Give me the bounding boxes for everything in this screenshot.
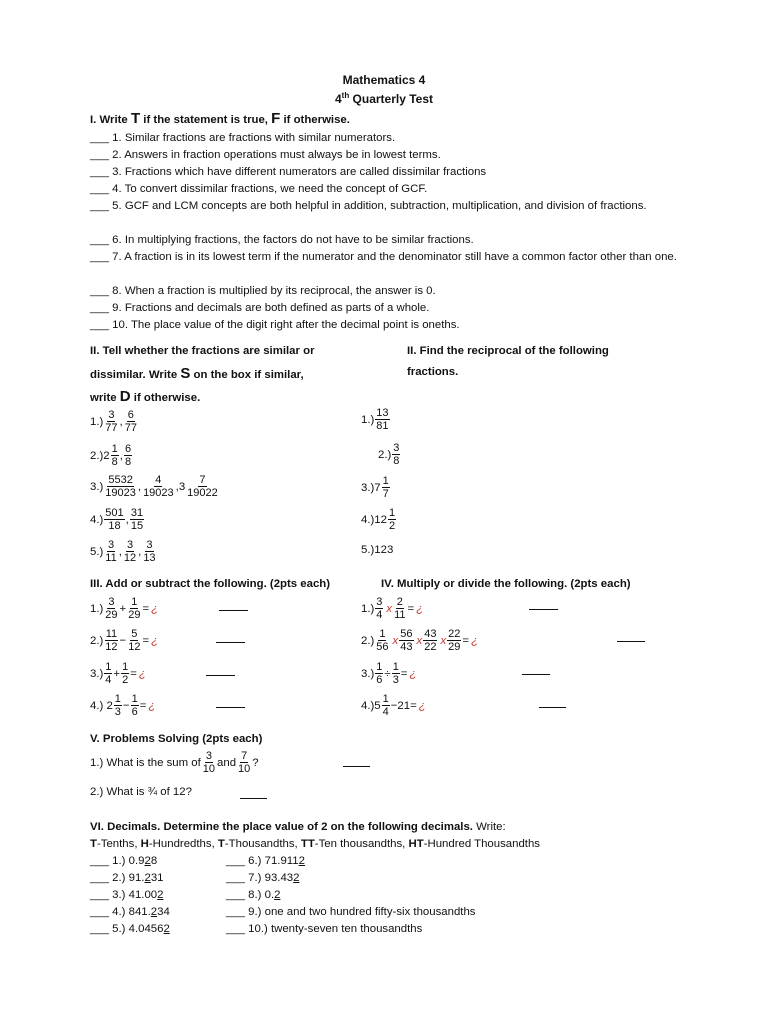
reciprocal-item-2: 2.) $\frac{3}{8}$ — [378, 442, 400, 467]
decimal-item-2: ___ 2.) 91.231 — [90, 872, 164, 884]
tf-item-9: ___ 9. Fractions and decimals are both defined as parts of a whole. — [90, 302, 430, 314]
decimal-item-10: ___ 10.) twenty-seven ten thousandths — [226, 923, 423, 935]
add-item-1: 1.) $\frac{3}{29}$ + $\frac{1}{29}$ = ¿ — [90, 596, 159, 621]
answer-blank[interactable] — [343, 765, 370, 767]
tf-item-1: ___ 1. Similar fractions are fractions with similar numerators. — [90, 132, 396, 144]
part1-heading: I. Write T if the statement is true, F if otherwise. — [90, 110, 350, 127]
decimal-item-6: ___ 6.) 71.9112 — [226, 855, 305, 867]
page-subtitle: 4th Quarterly Test — [334, 91, 434, 106]
problem-2: 2.) What is ¾ of 12? — [90, 786, 192, 798]
answer-blank[interactable] — [539, 706, 566, 708]
part2-left-heading-3: write D if otherwise. — [90, 388, 201, 405]
part2-left-heading-1: II. Tell whether the fractions are similar or — [90, 345, 315, 357]
answer-blank[interactable] — [617, 640, 645, 642]
part2-right-heading-1: II. Find the reciprocal of the following — [407, 345, 609, 357]
decimal-item-5: ___ 5.) 4.04562 — [90, 923, 170, 935]
add-item-3: 3.) $\frac{1}{4}$ + $\frac{1}{2}$ = ¿ — [90, 661, 146, 686]
add-item-4: 4.) 2 $\frac{1}{3}$ − $\frac{1}{6}$ = ¿ — [90, 693, 156, 718]
part4-heading: IV. Multiply or divide the following. (2pts each) — [381, 578, 631, 590]
part2-right-heading-2: fractions. — [407, 366, 459, 378]
reciprocal-item-1: 1.) $\frac{13}{81}$ — [361, 407, 389, 432]
reciprocal-item-5: 5.)123 — [361, 544, 394, 556]
answer-blank[interactable] — [216, 641, 245, 643]
reciprocal-item-3: 3.)7 $\frac{1}{7}$ — [361, 475, 389, 500]
answer-blank[interactable] — [240, 797, 267, 799]
similar-item-2: 2.)2 $\frac{1}{8}$ , $\frac{6}{8}$ — [90, 443, 132, 468]
reciprocal-item-4: 4.)12 $\frac{1}{2}$ — [361, 507, 396, 532]
tf-item-10: ___ 10. The place value of the digit right after the decimal point is oneths. — [90, 319, 460, 331]
tf-item-8: ___ 8. When a fraction is multiplied by its reciprocal, the answer is 0. — [90, 285, 436, 297]
tf-item-2: ___ 2. Answers in fraction operations must always be in lowest terms. — [90, 149, 441, 161]
multiply-item-3: 3.) $\frac{1}{6}$ ÷ $\frac{1}{3}$ = ¿ — [361, 661, 417, 686]
multiply-item-1: 1.) $\frac{3}{4}$ x $\frac{2}{11}$ = ¿ — [361, 596, 424, 621]
answer-blank[interactable] — [216, 706, 245, 708]
answer-blank[interactable] — [529, 608, 558, 610]
multiply-item-4: 4.)5 $\frac{1}{4}$ −21 = ¿ — [361, 693, 426, 718]
problem-1: 1.) What is the sum of $\frac{3}{10}$ and $\frac{7}{10}$ ? — [90, 750, 259, 775]
part5-heading: V. Problems Solving (2pts each) — [90, 733, 263, 745]
answer-blank[interactable] — [206, 674, 235, 676]
decimal-item-8: ___ 8.) 0.2 — [226, 889, 281, 901]
similar-item-3: 3.) $\frac{5532}{19023}$ , $\frac{4}{19023}$ , 3 $\frac{7}{19022}$ — [90, 474, 218, 499]
part3-heading: III. Add or subtract the following. (2pts each) — [90, 578, 331, 590]
add-item-2: 2.) $\frac{11}{12}$ − $\frac{5}{12}$ = ¿ — [90, 628, 159, 653]
part2-left-heading-2: dissimilar. Write S on the box if similar, — [90, 365, 304, 382]
tf-item-6: ___ 6. In multiplying fractions, the factors do not have to be similar fractions. — [90, 234, 474, 246]
multiply-item-2: 2.) $\frac{1}{56}$ x $\frac{56}{43}$ x $\frac{43}{22}$ x $\frac{22}{29}$ = ¿ — [361, 628, 479, 653]
tf-item-5: ___ 5. GCF and LCM concepts are both helpful in addition, subtraction, multiplication, and division of fractions. — [90, 200, 647, 212]
similar-item-5: 5.) $\frac{3}{11}$ , $\frac{3}{12}$ , $\frac{3}{13}$ — [90, 539, 156, 564]
answer-blank[interactable] — [219, 609, 248, 611]
decimal-item-4: ___ 4.) 841.234 — [90, 906, 170, 918]
part6-heading: VI. Decimals. Determine the place value of 2 on the following decimals. Write: — [90, 821, 506, 833]
decimal-item-7: ___ 7.) 93.432 — [226, 872, 300, 884]
tf-item-3: ___ 3. Fractions which have different numerators are called dissimilar fractions — [90, 166, 487, 178]
place-value-legend: T-Tenths, H-Hundredths, T-Thousandths, TT-Ten thousandths, HT-Hundred Thousandths — [90, 838, 540, 850]
answer-blank[interactable] — [522, 673, 550, 675]
decimal-item-3: ___ 3.) 41.002 — [90, 889, 164, 901]
similar-item-1: 1.) $\frac{3}{77}$ , $\frac{6}{77}$ — [90, 409, 137, 434]
tf-item-7: ___ 7. A fraction is in its lowest term if the numerator and the denominator still have a common factor other than one. — [90, 251, 677, 263]
decimal-item-1: ___ 1.) 0.928 — [90, 855, 158, 867]
tf-item-4: ___ 4. To convert dissimilar fractions, we need the concept of GCF. — [90, 183, 428, 195]
decimal-item-9: ___ 9.) one and two hundred fifty-six thousandths — [226, 906, 476, 918]
similar-item-4: 4.) $\frac{501}{18}$ , $\frac{31}{15}$ — [90, 507, 144, 532]
page-title: Mathematics 4 — [342, 73, 426, 87]
